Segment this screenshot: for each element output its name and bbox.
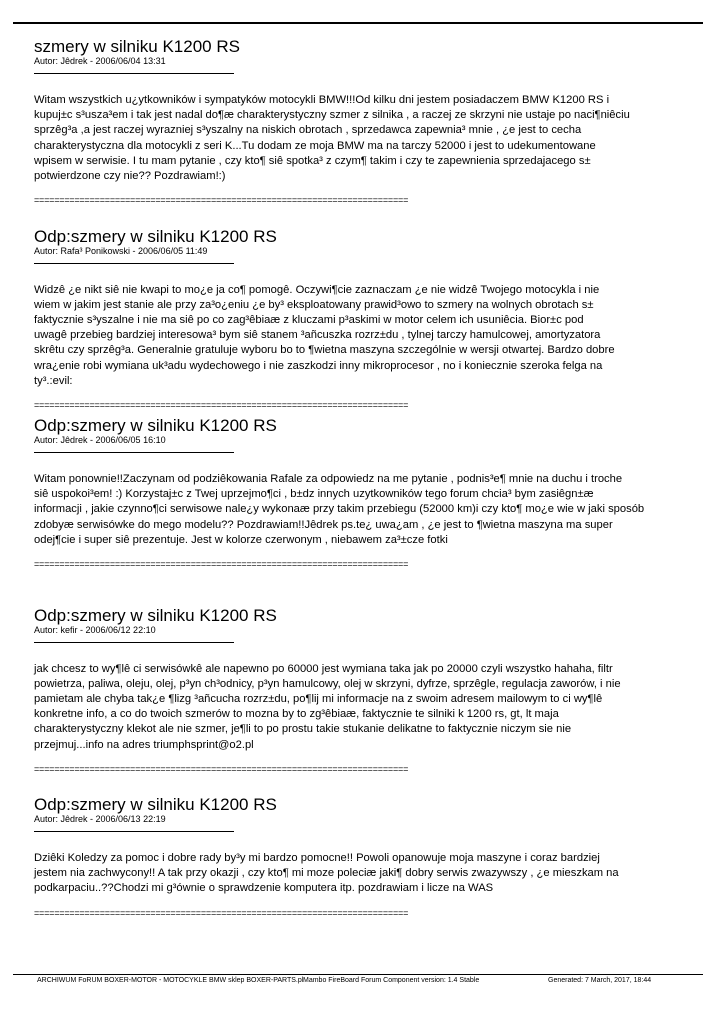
top-rule: [13, 22, 703, 24]
post-body: jak chcesz to wy¶lê ci serwisówkê ale napewno po 60000 jest wymiana taka jak po 20000 czyli wszystko hahaha, filtr powietrza, paliwa, oleju, olej, p³yn ch³odnicy, p³yn hamulcowy, olej w skrzyni, dyfrze, sprzêgle, regulacja zaworów, i nie pamietam ale chyba tak¿e ¶lizg ³añcucha rozrz±du, po¶lij mi informacje na z swoim adresem mailowym to ci wy¶lê konkretne info, a co do twoich szmerów to mozna by to zg³êbiaæ, faktycznie te silniki k 1200 rs, gt, lt maja charakterystyczny klekot ale nie szmer, je¶li to po prostu takie stukanie delikatne to faktycznie niczym sie nie przejmuj...info na adres triumphsprint@o2.pl: [34, 662, 621, 751]
post: [34, 416, 689, 606]
post-author-date: Autor: Jêdrek - 2006/06/13 22:19: [34, 814, 166, 824]
post-separator: ==========================================================================: [34, 195, 409, 206]
meta-divider: [34, 452, 234, 453]
post-body: Widzê ¿e nikt siê nie kwapi to mo¿e ja co¶ pomogê. Oczywi¶cie zaznaczam ¿e nie widzê Twojego motocykla i nie wiem w jakim jest stanie ale przy za³o¿eniu ¿e by³ eksploatowany prawid³owo to szmery na wolnych obrotach s± faktycznie s³yszalne i nie ma siê po co zag³êbiaæ z kluczami p³askimi w motor celem ich usuniêcia. Bior±c pod uwagê przebieg bardziej interesowa³ bym siê stanem ³añcuszka rozrz±du , tylnej tarczy hamulcowej, amortyzatora skrêtu czy sprzêg³a. Generalnie gratuluje wyboru bo to ¶wietna maszyna szczególnie w wersji otwartej. Bardzo dobre wra¿enie robi wymiana uk³adu wydechowego i nie zaszkodzi inny mikroprocesor , no i koniecznie szeroka felga na ty³.:evil:: [34, 283, 615, 387]
post-title: Odp:szmery w silniku K1200 RS: [34, 795, 277, 814]
post-title: szmery w silniku K1200 RS: [34, 37, 240, 56]
post-author-date: Autor: Rafa³ Ponikowski - 2006/06/05 11:49: [34, 245, 208, 256]
meta-divider: [34, 263, 234, 264]
post-separator: ==========================================================================: [34, 763, 409, 774]
post-separator: ==========================================================================: [34, 907, 409, 918]
post-body: Witam wszystkich u¿ytkowników i sympatyków motocykli BMW!!!Od kilku dni jestem posiadaczem BMW K1200 RS i kupuj±c s³usza³em i tak jest nadal do¶æ charakterystyczny szmer z silnika , a raczej ze skrzyni nie ustaje po naci¶niêciu sprzêg³a ,a jest raczej wyrazniej s³yszalny na niskich obrotach , sprzedawca zapewnia³ mnie , ¿e jest to cecha charakterystyczna dla motocykli z seri K...Tu dodam ze moja BMW ma na tarczy 52000 i jest to udekumentowane wpisem w serwisie. I tu mam pytanie , czy kto¶ siê spotka³ z czym¶ takim i czy te zapewnienia sprzedajacego s± potwierdzone czy nie?? Pozdrawiam!:): [34, 94, 630, 183]
post-author-date: Autor: Jêdrek - 2006/06/05 16:10: [34, 435, 166, 445]
post-separator: ==========================================================================: [34, 559, 409, 570]
post-list: [34, 37, 689, 985]
post-title: Odp:szmery w silniku K1200 RS: [34, 416, 277, 435]
post-title: Odp:szmery w silniku K1200 RS: [34, 605, 277, 625]
post-body: Dziêki Koledzy za pomoc i dobre rady by³y mi bardzo pomocne!! Powoli opanowuje moja maszyne i coraz bardziej jestem nia zachwycony!! A tak przy okazji , czy kto¶ mi moze poleciæ jaki¶ dobry serwis zwazywszy , ¿e mieszkam na podkarpaciu..??Chodzi mi g³ównie o sprawdzenie komputera itp. pozdrawiam i licze na WAS: [34, 852, 619, 895]
post-body: Witam ponownie!!Zaczynam od podziêkowania Rafale za odpowiedz na me pytanie , podnis³e¶ mnie na duchu i troche siê uspokoi³em! :) Korzystaj±c z Twej uprzejmo¶ci , b±dz innych uzytkowników tego forum chcia³ bym zasiêgn±æ informacji , jakie czynno¶ci serwisowe nale¿y wykonaæ przy takim przebiegu (52000 km)i czy kto¶ mo¿e wie w jaki sposób zdobyæ serwisówke do mego modelu?? Pozdrawiam!!Jêdrek ps.te¿ uwa¿am , ¿e jest to ¶wietna maszyna ma super odej¶cie i super siê prezentuje. Jest w kolorze czerwonym , niebawem za³±cze fotki: [34, 473, 645, 546]
post: [34, 227, 689, 417]
footer-component-text: Mambo FireBoard Forum Component version: 1.4 Stable: [303, 977, 480, 984]
meta-divider: [34, 831, 234, 832]
meta-divider: [34, 73, 234, 74]
footer-generated-text: Generated: 7 March, 2017, 18:44: [548, 977, 652, 984]
meta-divider: [34, 642, 234, 643]
post-title: Odp:szmery w silniku K1200 RS: [34, 226, 277, 246]
post: [34, 37, 689, 227]
post: [34, 606, 689, 796]
post-separator: ==========================================================================: [34, 399, 409, 410]
post-author-date: Autor: kefir - 2006/06/12 22:10: [34, 624, 156, 635]
post: [34, 795, 689, 985]
footer-archive-text: ARCHIWUM FoRUM BOXER-MOTOR - MOTOCYKLE BMW sklep BOXER-PARTS.pl: [37, 977, 304, 984]
post-author-date: Autor: Jêdrek - 2006/06/04 13:31: [34, 56, 166, 66]
footer-rule: [13, 974, 703, 975]
